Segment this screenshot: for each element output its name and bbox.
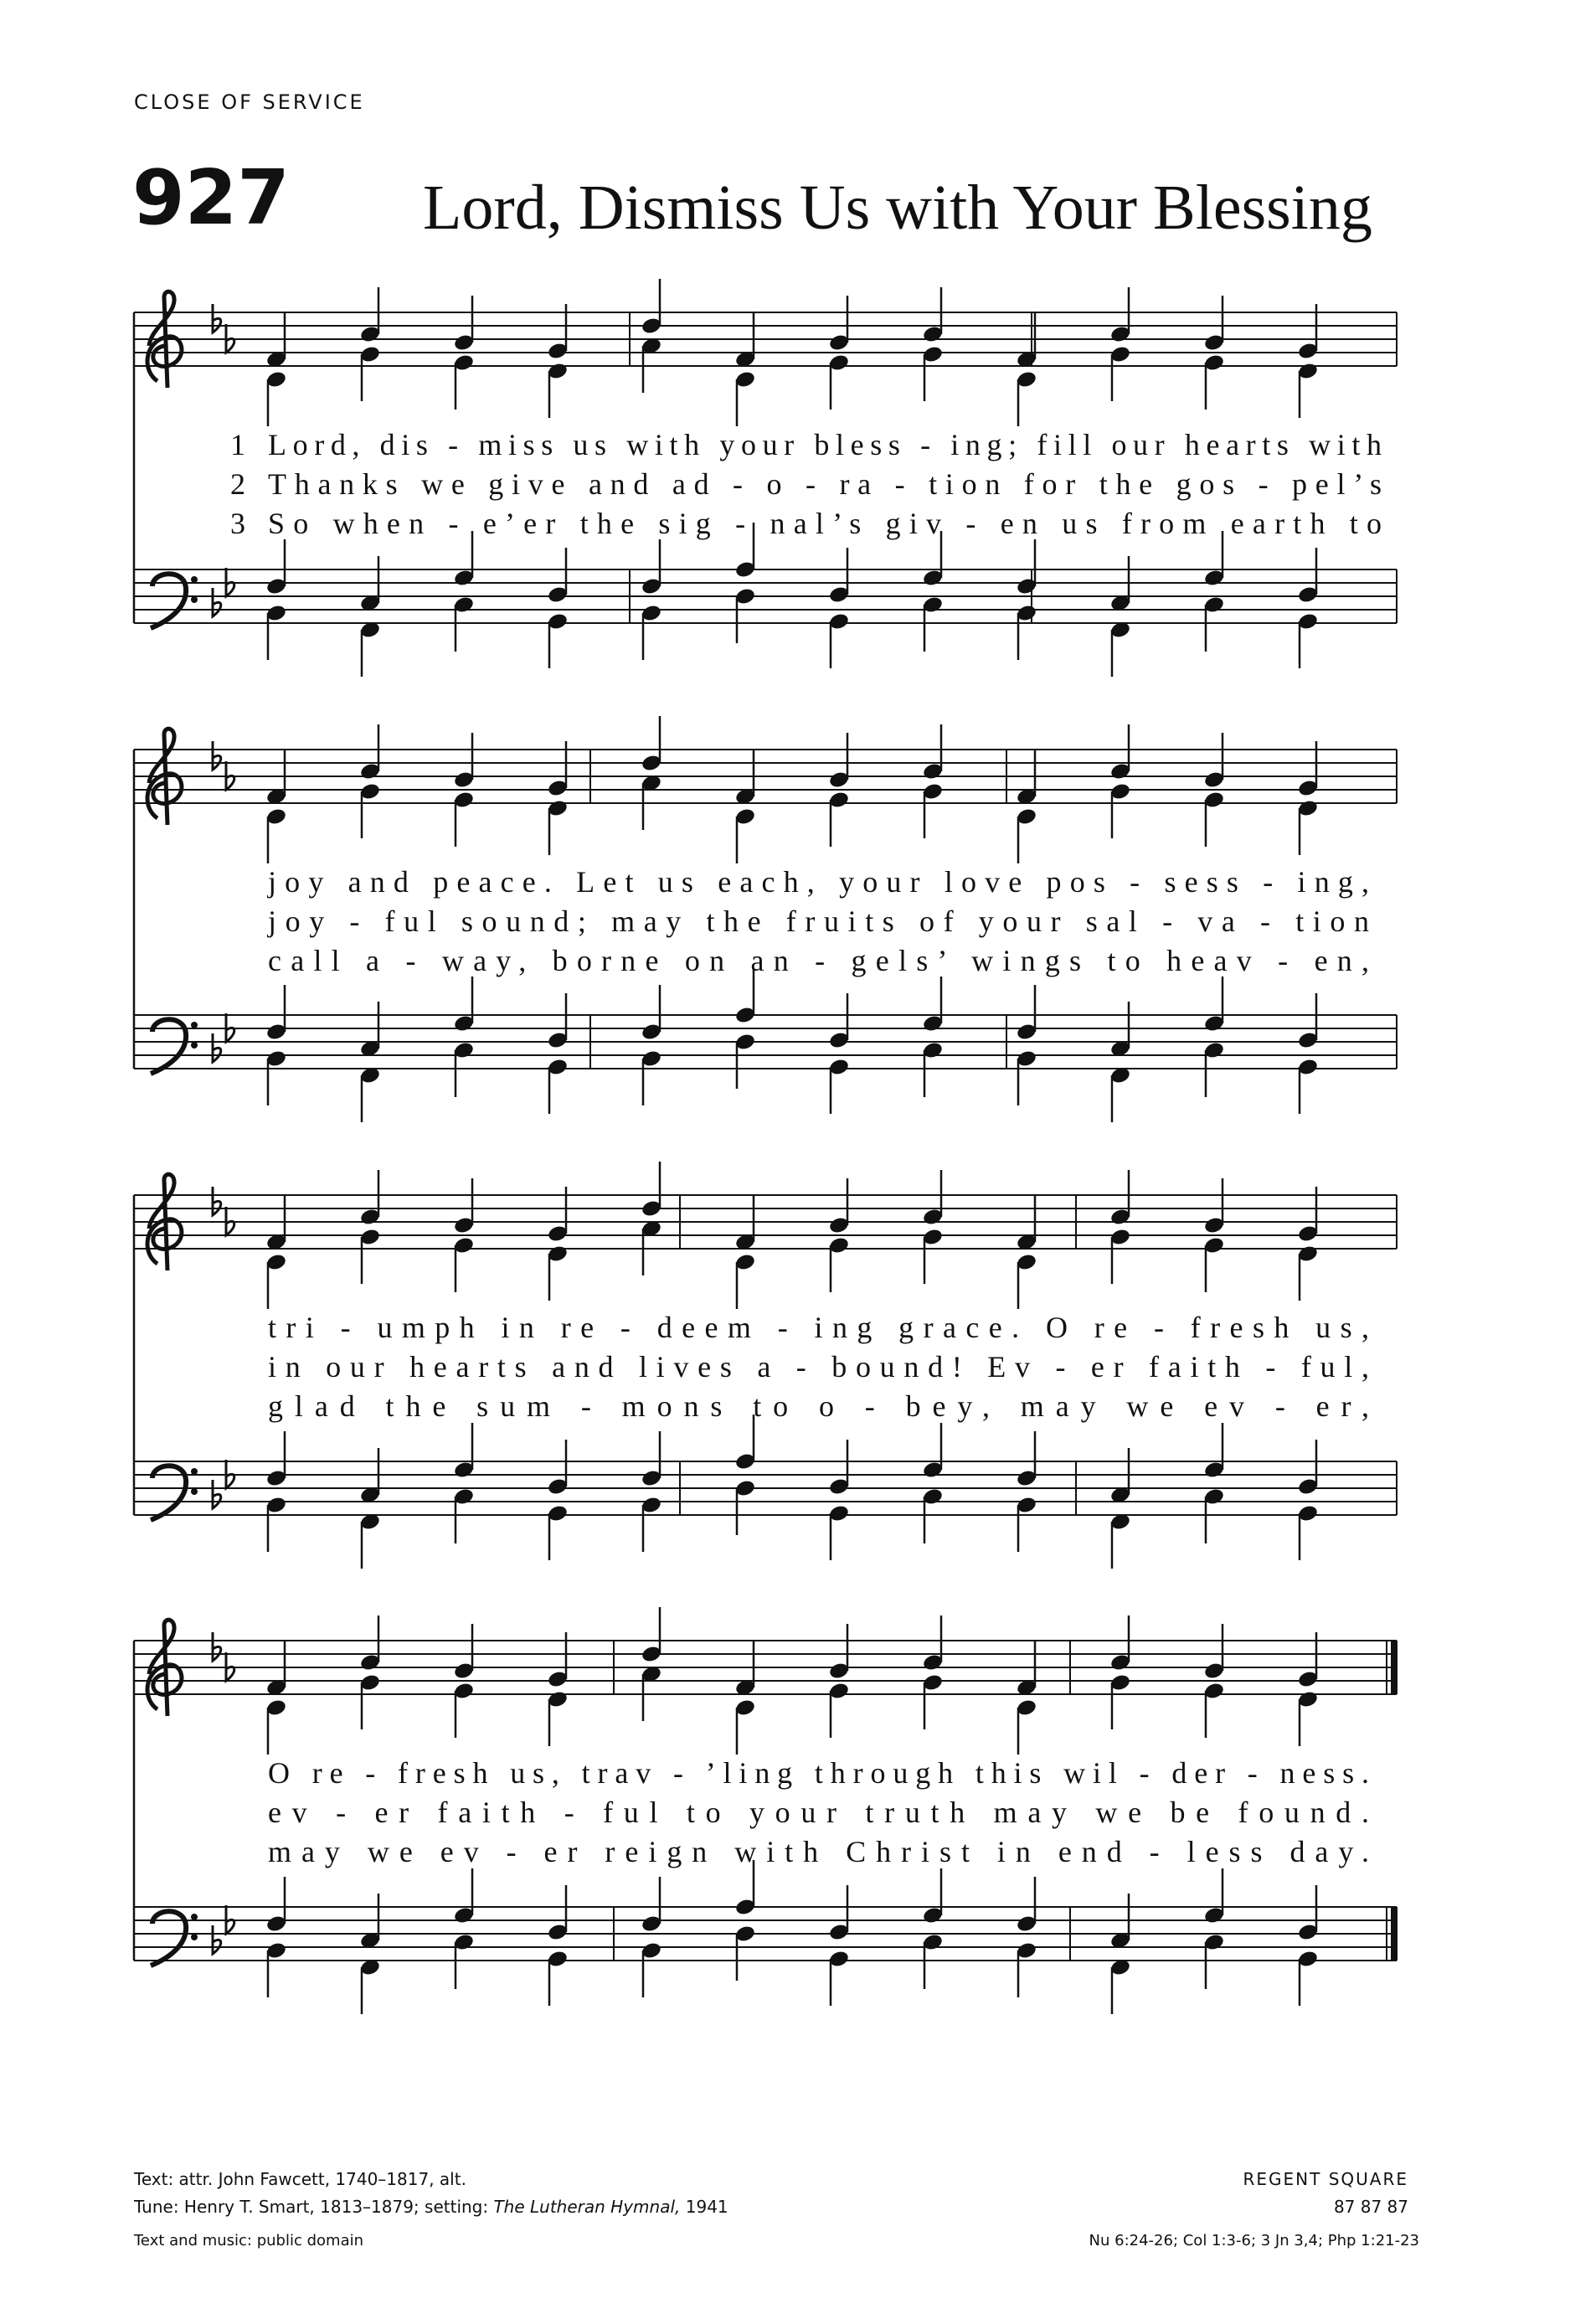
system-1-bass-clef (151, 574, 186, 628)
system-2-lyric-line-3: call a - way, borne on an - gels’ wings to heav - en, (268, 944, 1369, 977)
system-1-lyric-line-1: Lord, dis - miss us with your bless - ing; fill our hearts with (268, 428, 1382, 461)
system-2-treble-clef (147, 729, 182, 825)
system-2-flat-sign (226, 1013, 234, 1042)
meter: 87 87 87 (1333, 2197, 1408, 2217)
system-4-flat-sign (213, 1632, 221, 1661)
system-3-bass-clef-dot (191, 1488, 198, 1495)
system-2-bass-clef-dot (191, 1022, 198, 1028)
system-1-flat-sign (213, 304, 221, 332)
system-3-bass-clef-dot (191, 1468, 198, 1475)
system-3-flat-sign (226, 1460, 234, 1488)
system-4-lyric-line-1: O re - fresh us, trav - ’ling through this wil - der - ness. (268, 1756, 1369, 1790)
system-3-bass-clef (151, 1466, 186, 1520)
system-1-bass-clef-dot (191, 596, 198, 603)
system-4-lyric-line-2: ev - er faith - ful to your truth may we be found. (268, 1796, 1370, 1829)
system-1-bass-clef-dot (191, 576, 198, 583)
tune-name: REGENT SQUARE (1243, 2169, 1408, 2189)
tune-credit-source: The Lutheran Hymnal, (493, 2197, 681, 2217)
system-1-lyric-line-3: So when - e’er the sig - nal’s giv - en us from earth to (268, 507, 1382, 540)
system-4-bass-clef-dot (191, 1934, 198, 1940)
verse-number-1: 1 (230, 428, 245, 461)
system-2-flat-sign (213, 1033, 221, 1062)
system-2-flat-sign (226, 761, 234, 790)
system-4-flat-sign (213, 1925, 221, 1954)
system-4-flat-sign (226, 1905, 234, 1934)
system-4-bass-clef-dot (191, 1914, 198, 1920)
system-2-lyric-line-2: joy - ful sound; may the fruits of your sal - va - tion (268, 904, 1370, 938)
system-1-lyric-line-2: Thanks we give and ad - o - ra - tion for the gos - pel’s (268, 467, 1382, 501)
system-2-lyric-line-1: joy and peace. Let us each, your love pos - sess - ing, (268, 865, 1369, 899)
scripture-refs: Nu 6:24-26; Col 1:3-6; 3 Jn 3,4; Php 1:21-23 (1089, 2232, 1419, 2249)
system-1-flat-sign (226, 324, 234, 353)
text-credit: Text: attr. John Fawcett, 1740–1817, alt. (134, 2169, 466, 2189)
system-3-treble-clef (147, 1174, 182, 1270)
system-2-bass-clef-dot (191, 1042, 198, 1049)
system-4-bass-clef (151, 1911, 186, 1966)
system-1-flat-sign (213, 588, 221, 616)
hymn-number: 927 (132, 154, 290, 242)
tune-credit-year: 1941 (680, 2197, 728, 2217)
system-4-flat-sign (226, 1652, 234, 1681)
tune-credit-prefix: Tune: Henry T. Smart, 1813–1879; setting: (134, 2197, 494, 2217)
system-3-lyric-line-1: tri - umph in re - deem - ing grace. O re - fresh us, (268, 1311, 1369, 1344)
system-3-lyric-line-2: in our hearts and lives a - bound! Ev - er faith - ful, (268, 1350, 1369, 1384)
system-1-treble-clef (147, 291, 182, 388)
system-1-flat-sign (226, 568, 234, 596)
verse-number-2: 2 (230, 467, 245, 501)
copyright: Text and music: public domain (134, 2232, 364, 2249)
verse-number-3: 3 (230, 507, 245, 540)
hymn-title: Lord, Dismiss Us with Your Blessing (423, 173, 1372, 243)
system-4-treble-clef (147, 1620, 182, 1716)
system-3-flat-sign (226, 1207, 234, 1235)
system-2-flat-sign (213, 741, 221, 770)
system-2-bass-clef (151, 1019, 186, 1074)
section-label: CLOSE OF SERVICE (134, 90, 365, 114)
system-4-lyric-line-3: may we ev - er reign with Christ in end - less day. (268, 1835, 1369, 1868)
system-3-lyric-line-3: glad the sum - mons to o - bey, may we ev - er, (268, 1389, 1370, 1423)
tune-credit (134, 2198, 728, 2215)
system-3-flat-sign (213, 1480, 221, 1508)
system-3-flat-sign (213, 1187, 221, 1215)
